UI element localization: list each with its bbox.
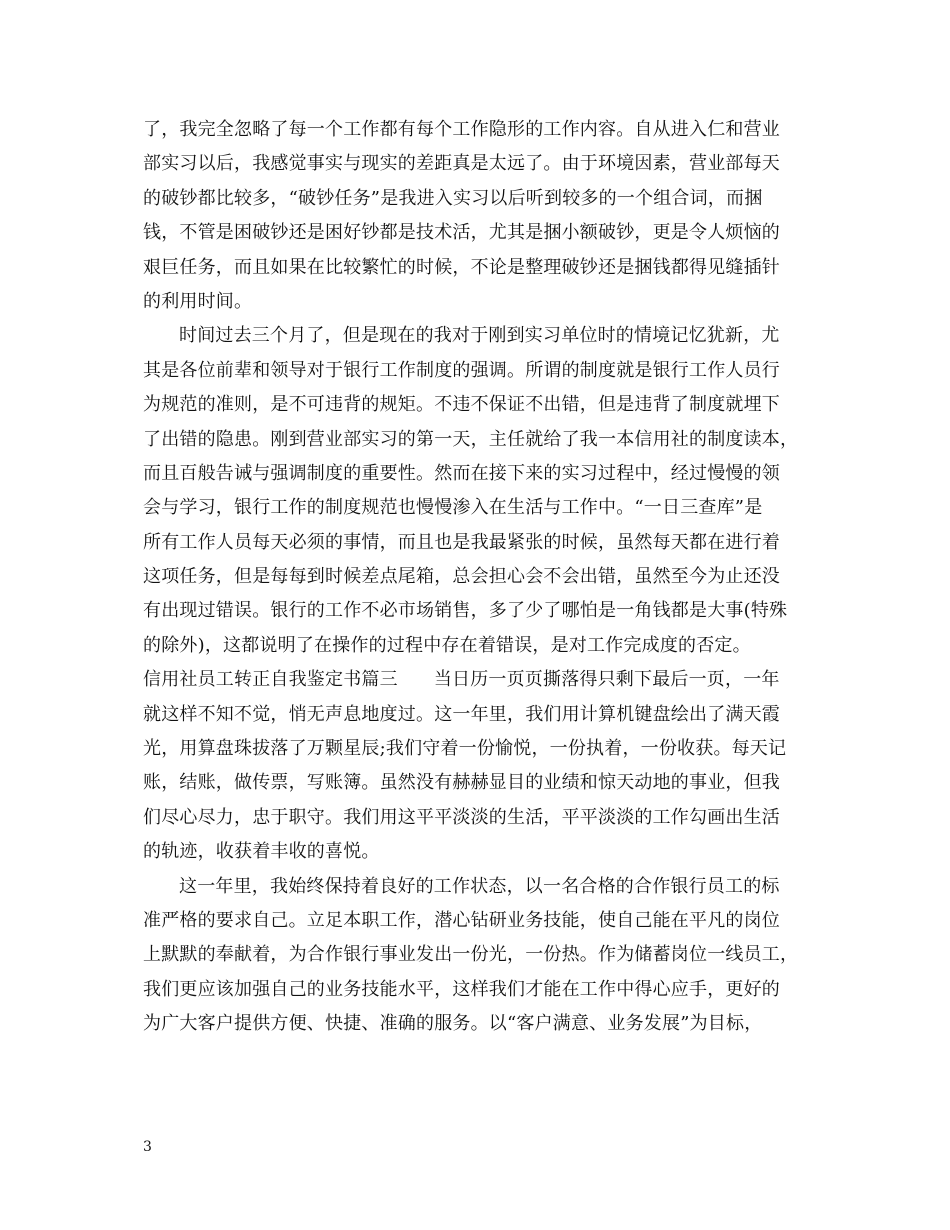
text-line: 准严格的要求自己。立足本职工作，潜心钻研业务技能，使自己能在平凡的岗位 xyxy=(143,909,780,931)
text-line: 为规范的准则，是不可违背的规矩。不违不保证不出错，但是违背了制度就埋下 xyxy=(143,394,780,416)
paragraph-start-line: 这一年里，我始终保持着良好的工作状态，以一名合格的合作银行员工的标 xyxy=(179,875,780,897)
text-line: 钱，不管是困破钞还是困好钞都是技术活，尤其是捆小额破钞，更是令人烦恼的 xyxy=(143,222,780,244)
text-line: 所有工作人员每天必须的事情，而且也是我最紧张的时候，虽然每天都在进行着 xyxy=(143,531,780,553)
text-line: 账，结账，做传票，写账簿。虽然没有赫赫显目的业绩和惊天动地的事业，但我 xyxy=(143,772,780,794)
text-line: 部实习以后，我感觉事实与现实的差距真是太远了。由于环境因素，营业部每天 xyxy=(143,153,780,175)
text-line: 就这样不知不觉，悄无声息地度过。这一年里，我们用计算机键盘绘出了满天霞 xyxy=(143,703,780,725)
text-line: 我们更应该加强自己的业务技能水平，这样我们才能在工作中得心应手，更好的 xyxy=(143,978,780,1000)
text-line: 而且百般告诫与强调制度的重要性。然而在接下来的实习过程中，经过慢慢的领 xyxy=(143,462,780,484)
text-line: 了，我完全忽略了每一个工作都有每个工作隐形的工作内容。自从进入仁和营业 xyxy=(143,119,780,140)
text-line: 其是各位前辈和领导对于银行工作制度的强调。所谓的制度就是银行工作人员行 xyxy=(143,359,780,381)
text-fragment: 当日历一页页撕落得只剩下最后一页，一年 xyxy=(433,669,780,691)
section-heading-line xyxy=(143,663,808,697)
paragraph-start-line: 时间过去三个月了，但是现在的我对于刚到实习单位时的情境记忆犹新，尤 xyxy=(179,325,780,347)
text-line: 为广大客户提供方便、快捷、准确的服务。以“客户满意、业务发展”为目标， xyxy=(143,1013,763,1035)
text-line: 的除外)，这都说明了在操作的过程中存在着错误，是对工作完成度的否定。 xyxy=(143,634,751,656)
text-line: 了出错的隐患。刚到营业部实习的第一天，主任就给了我一本信用社的制度读本， xyxy=(143,428,799,450)
document-body xyxy=(143,113,808,1042)
text-line: 有出现过错误。银行的工作不必市场销售，多了少了哪怕是一角钱都是大事(特殊 xyxy=(143,600,788,622)
text-line: 的轨迹，收获着丰收的喜悦。 xyxy=(143,841,380,863)
page-number: 3 xyxy=(143,1139,152,1155)
text-line: 光，用算盘珠拔落了万颗星辰;我们守着一份愉悦，一份执着，一份收获。每天记 xyxy=(143,738,787,760)
text-line: 会与学习，银行工作的制度规范也慢慢渗入在生活与工作中。“一日三查库”是 xyxy=(143,497,763,519)
text-line: 的利用时间。 xyxy=(143,290,253,312)
text-line: 上默默的奉献着，为合作银行事业发出一份光，一份热。作为储蓄岗位一线员工， xyxy=(143,944,799,966)
text-line: 艰巨任务，而且如果在比较繁忙的时候，不论是整理破钞还是捆钱都得见缝插针 xyxy=(143,256,780,278)
text-line: 的破钞都比较多，“破钞任务”是我进入实习以后听到较多的一个组合词，而捆 xyxy=(143,187,763,209)
text-line: 们尽心尽力，忠于职守。我们用这平平淡淡的生活，平平淡淡的工作勾画出生活 xyxy=(143,806,780,828)
section-heading: 信用社员工转正自我鉴定书篇三 xyxy=(143,669,398,691)
text-line: 这项任务，但是每每到时候差点尾箱，总会担心会不会出错，虽然至今为止还没 xyxy=(143,566,780,588)
